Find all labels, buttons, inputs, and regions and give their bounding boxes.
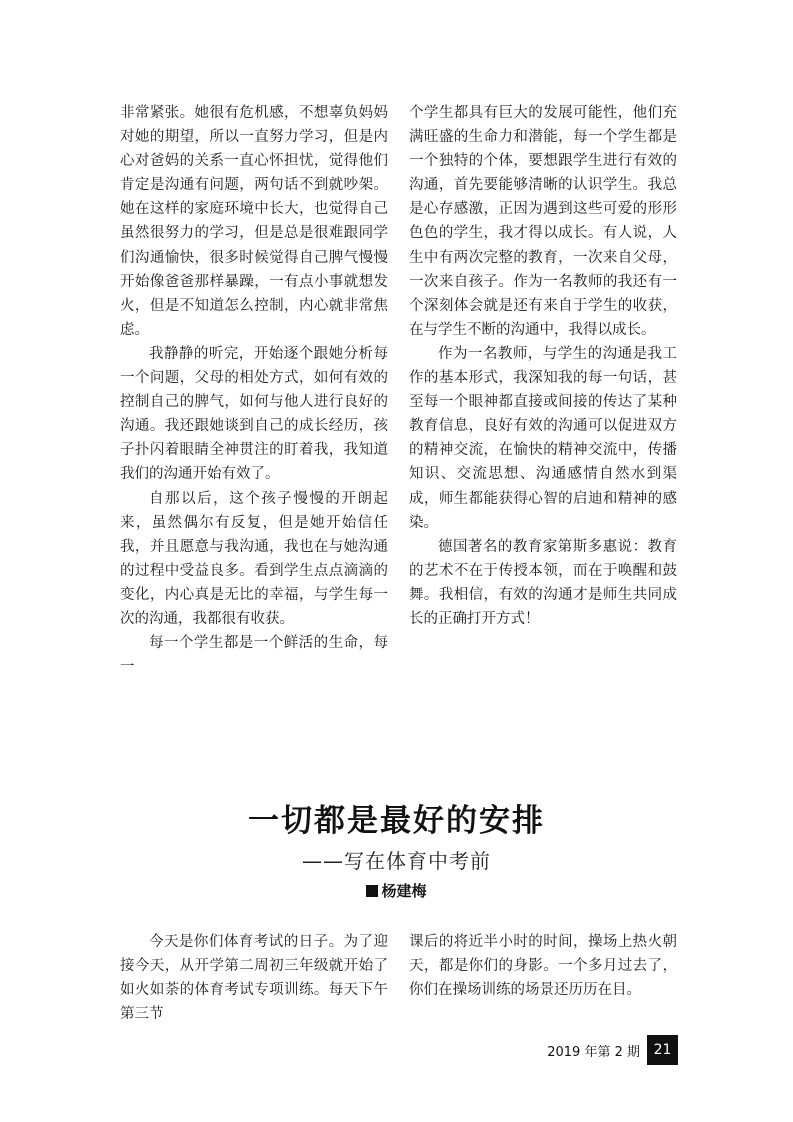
- paragraph: 自那以后，这个孩子慢慢的开朗起来，虽然偶尔有反复，但是她开始信任我，并且愿意与我沟通，我也在与她沟通的过程中受益良多。看到学生点点滴滴的变化，内心真是无比的幸福，与学生每一次的沟通，我都很有收获。: [120, 490, 388, 627]
- article-title: 一切都是最好的安排: [248, 803, 545, 839]
- page-number: 21: [647, 1035, 678, 1065]
- paragraph: 今天是你们体育考试的日子。为了迎接今天，从开学第二周初三年级就开始了如火如荼的体育考试专项训练。每天下午第三节: [120, 934, 388, 1023]
- paragraph: 课后的将近半小时的时间，操场上热火朝天，都是你们的身影。一个多月过去了，你们在操场训练的场景还历历在目。: [409, 934, 677, 999]
- author-name: 杨建梅: [381, 882, 427, 900]
- paragraph: 作为一名教师，与学生的沟通是我工作的基本形式，我深知我的每一句话，甚至每一个眼神都直接或间接的传达了某种教育信息，良好有效的沟通可以促进双方的精神交流，在愉快的精神交流中，传播知识、交流思想、沟通感情自然水到渠成，师生都能获得心智的启迪和精神的感染。: [409, 345, 677, 531]
- paragraph: 每一个学生都是一个鲜活的生命，每一: [120, 635, 388, 676]
- article-subtitle: ——写在体育中考前: [302, 849, 491, 873]
- paragraph: 个学生都具有巨大的发展可能性，他们充满旺盛的生命力和潜能，每一个学生都是一个独特的个体，要想跟学生进行有效的沟通，首先要能够清晰的认识学生。我总是心存感激，正因为遇到这些可爱的形形色色的学生，我才得以成长。有人说，人生中有两次完整的教育，一次来自父母，一次来自孩子。作为一名教师的我还有一个深刻体会就是还有来自于学生的收获，在与学生不断的沟通中，我得以成长。: [409, 105, 677, 338]
- paragraph: 我静静的听完，开始逐个跟她分析每一个问题，父母的相处方式，如何有效的控制自己的脾气，如何与他人进行良好的沟通。我还跟她谈到自己的成长经历，孩子扑闪着眼睛全神贯注的盯着我，我知道我们的沟通开始有效了。: [120, 345, 388, 483]
- article-top-left-column: [120, 101, 388, 679]
- article-new-right-column: [409, 930, 677, 1002]
- author-line: [0, 880, 793, 901]
- paragraph: 德国著名的教育家第斯多惠说：教育的艺术不在于传授本领，而在于唤醒和鼓舞。我相信，有效的沟通才是师生共同成长的正确打开方式！: [409, 538, 677, 627]
- issue-label: 2019 年第 2 期: [547, 1045, 640, 1060]
- paragraph: 非常紧张。她很有危机感，不想辜负妈妈对她的期望，所以一直努力学习，但是内心对爸妈的关系一直心怀担忧，觉得他们肯定是沟通有问题，两句话不到就吵架。她在这样的家庭环境中长大，也觉得自己虽然很努力的学习，但是总是很难跟同学们沟通愉快，很多时候觉得自己脾气慢慢开始像爸爸那样暴躁，一有点小事就想发火，但是不知道怎么控制，内心就非常焦虑。: [120, 105, 388, 338]
- article-top-right-column: [409, 101, 677, 631]
- square-bullet-icon: [366, 885, 378, 897]
- article-new-left-column: [120, 930, 388, 1026]
